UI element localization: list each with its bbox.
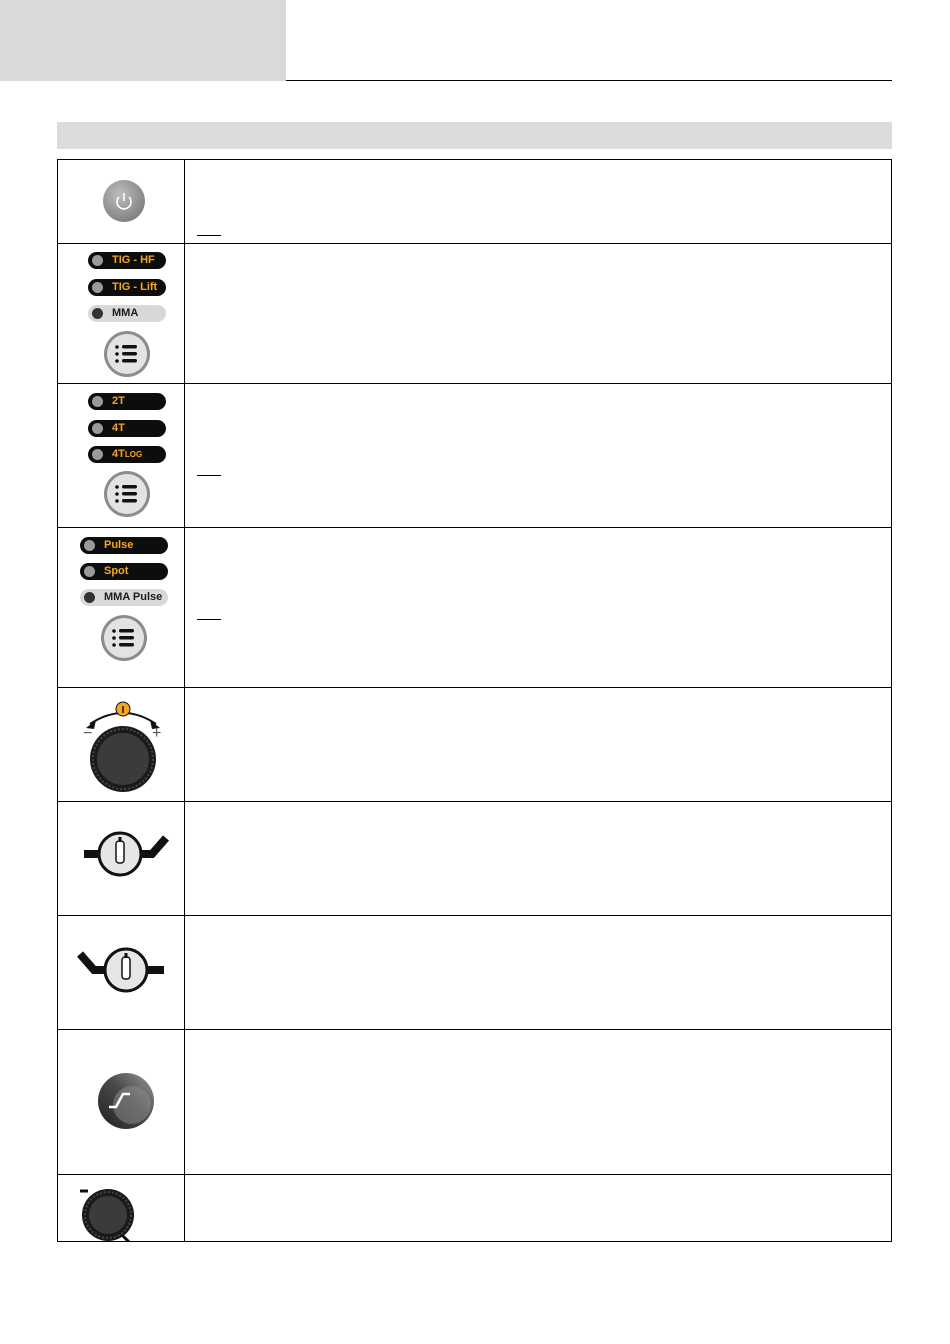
indicator-4t-log: 4TLOG [88,446,166,463]
table-row [58,688,891,802]
icon-cell [58,1175,185,1241]
indicator-pulse: Pulse [80,537,168,554]
note-marker [197,235,221,236]
icon-cell [58,384,185,527]
indicator-2t: 2T [88,393,166,410]
led-icon [92,255,103,266]
indicator-mma: MMA [88,305,166,322]
indicator-mma-pulse: MMA Pulse [80,589,168,606]
header-rule [286,80,892,81]
table-row [58,802,891,916]
downslope-knob-icon[interactable] [78,1185,170,1241]
svg-text:+: + [152,725,162,742]
table-row [58,1030,891,1175]
description-cell [186,1175,891,1241]
menu-list-icon[interactable] [103,470,151,518]
table-row [58,160,891,244]
description-cell [186,802,891,915]
gas-cylinder-post-icon [76,942,166,1000]
indicator-tig-hf: TIG - HF [88,252,166,269]
icon-cell [58,160,185,243]
indicator-tig-lift: TIG - Lift [88,279,166,296]
icon-cell [58,528,185,687]
led-icon [84,566,95,577]
description-cell [186,916,891,1029]
svg-text:I: I [121,705,125,716]
table-row [58,916,891,1030]
icon-cell [58,916,185,1029]
menu-list-icon[interactable] [103,330,151,378]
gas-cylinder-pre-icon [82,826,170,882]
description-cell [186,160,891,243]
note-marker [197,475,221,476]
indicator-spot: Spot [80,563,168,580]
indicator-4t: 4T [88,420,166,437]
led-icon [92,308,103,319]
led-icon [84,540,95,551]
slope-icon[interactable] [97,1072,155,1130]
description-cell [186,384,891,527]
led-icon [84,592,95,603]
led-icon [92,449,103,460]
icon-cell [58,688,185,801]
led-icon [92,423,103,434]
svg-text:−: − [83,725,93,742]
table-row [58,528,891,688]
header-tab [0,0,286,81]
section-title-bar [57,122,892,149]
menu-list-icon[interactable] [100,614,148,662]
icon-cell [58,802,185,915]
icon-cell [58,244,185,383]
note-marker [197,619,221,620]
table-row [58,244,891,384]
led-icon [92,282,103,293]
description-cell [186,1030,891,1174]
icon-cell [58,1030,185,1174]
description-cell [186,244,891,383]
table-row [58,1175,891,1241]
description-cell [186,688,891,801]
led-icon [92,396,103,407]
rotary-knob-icon[interactable] [80,698,166,798]
description-cell [186,528,891,687]
table-row [58,384,891,528]
controls-table [57,159,892,1242]
power-icon[interactable] [101,178,147,224]
